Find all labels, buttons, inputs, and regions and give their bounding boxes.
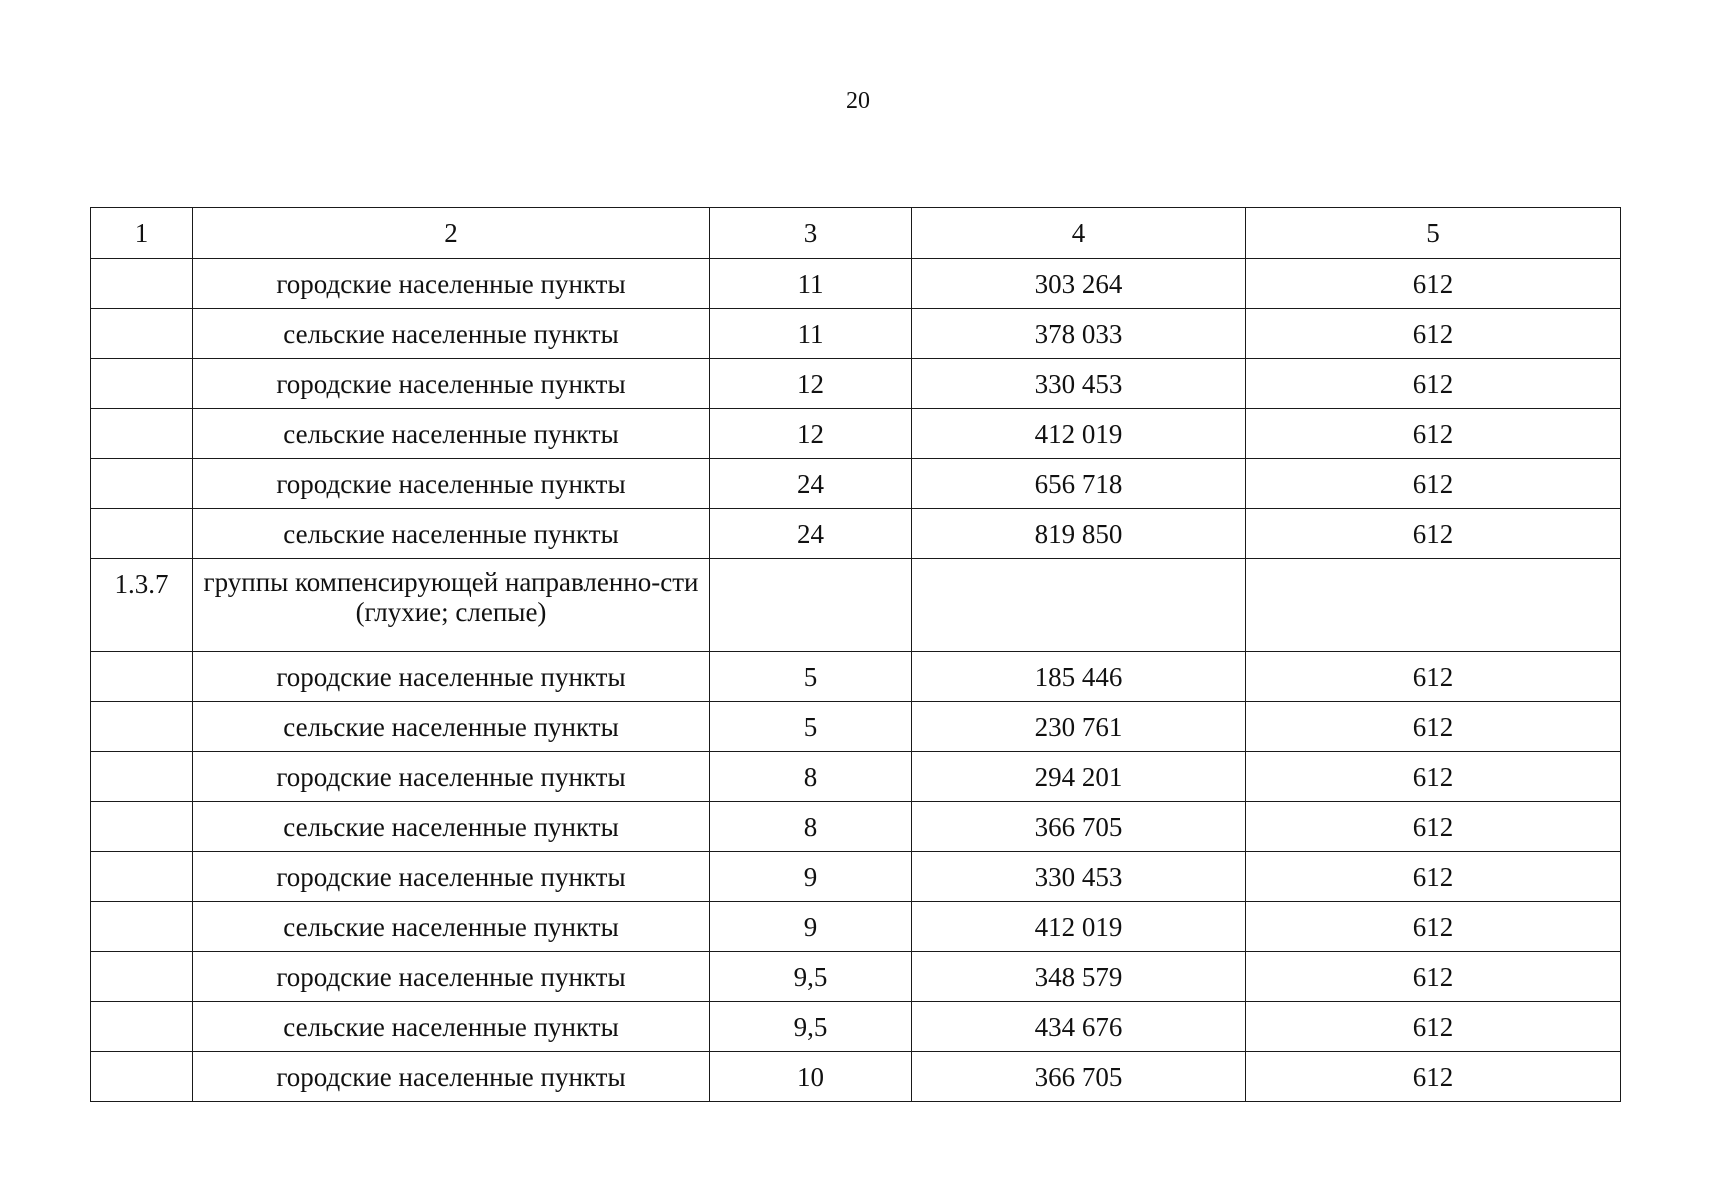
- row-days: 612: [1246, 1002, 1621, 1052]
- row-hours: 24: [710, 459, 912, 509]
- row-hours: 9,5: [710, 1002, 912, 1052]
- header-col-4: 4: [912, 208, 1246, 259]
- row-name: городские населенные пункты: [193, 852, 710, 902]
- row-hours: 9,5: [710, 952, 912, 1002]
- row-hours: 24: [710, 509, 912, 559]
- row-amount: 294 201: [912, 752, 1246, 802]
- row-hours: 8: [710, 752, 912, 802]
- row-amount: 412 019: [912, 902, 1246, 952]
- section-row: [91, 559, 1621, 652]
- row-name: сельские населенные пункты: [193, 1002, 710, 1052]
- row-amount: 656 718: [912, 459, 1246, 509]
- row-name: сельские населенные пункты: [193, 309, 710, 359]
- row-name: городские населенные пункты: [193, 952, 710, 1002]
- table-row: [91, 409, 1621, 459]
- row-hours: [710, 559, 912, 652]
- row-amount: 819 850: [912, 509, 1246, 559]
- row-hours: 5: [710, 652, 912, 702]
- row-amount: 330 453: [912, 359, 1246, 409]
- table-row: [91, 952, 1621, 1002]
- row-amount: 434 676: [912, 1002, 1246, 1052]
- row-amount: 412 019: [912, 409, 1246, 459]
- row-amount: 378 033: [912, 309, 1246, 359]
- table-row: [91, 652, 1621, 702]
- row-hours: 9: [710, 852, 912, 902]
- row-name: сельские населенные пункты: [193, 409, 710, 459]
- row-code: [91, 509, 193, 559]
- row-name: сельские населенные пункты: [193, 902, 710, 952]
- header-col-1: 1: [91, 208, 193, 259]
- row-hours: 9: [710, 902, 912, 952]
- row-code: [91, 409, 193, 459]
- row-days: 612: [1246, 409, 1621, 459]
- row-name: сельские населенные пункты: [193, 702, 710, 752]
- row-name: городские населенные пункты: [193, 359, 710, 409]
- row-amount: 366 705: [912, 1052, 1246, 1102]
- row-amount: [912, 559, 1246, 652]
- row-days: 612: [1246, 652, 1621, 702]
- row-days: 612: [1246, 702, 1621, 752]
- row-code: [91, 1052, 193, 1102]
- row-days: 612: [1246, 459, 1621, 509]
- row-code: [91, 852, 193, 902]
- row-code: [91, 702, 193, 752]
- row-amount: 330 453: [912, 852, 1246, 902]
- table-row: [91, 309, 1621, 359]
- row-code: [91, 459, 193, 509]
- table-row: [91, 459, 1621, 509]
- row-amount: 185 446: [912, 652, 1246, 702]
- row-days: 612: [1246, 1052, 1621, 1102]
- row-days: 612: [1246, 852, 1621, 902]
- table-row: [91, 752, 1621, 802]
- header-col-3: 3: [710, 208, 912, 259]
- table-row: [91, 852, 1621, 902]
- section-name: группы компенсирующей направленно-сти (глухие; слепые): [193, 559, 710, 652]
- table-row: [91, 359, 1621, 409]
- row-days: 612: [1246, 752, 1621, 802]
- row-amount: 348 579: [912, 952, 1246, 1002]
- row-code: [91, 752, 193, 802]
- table-row: [91, 259, 1621, 309]
- row-code: [91, 652, 193, 702]
- row-hours: 12: [710, 409, 912, 459]
- row-code: [91, 359, 193, 409]
- row-name: городские населенные пункты: [193, 459, 710, 509]
- header-row: [91, 208, 1621, 259]
- row-hours: 10: [710, 1052, 912, 1102]
- page-number: 20: [846, 88, 870, 114]
- table-row: [91, 509, 1621, 559]
- header-col-2: 2: [193, 208, 710, 259]
- row-hours: 11: [710, 309, 912, 359]
- row-days: [1246, 559, 1621, 652]
- row-name: городские населенные пункты: [193, 752, 710, 802]
- section-code: 1.3.7: [91, 559, 193, 652]
- row-code: [91, 259, 193, 309]
- row-amount: 303 264: [912, 259, 1246, 309]
- row-code: [91, 902, 193, 952]
- row-name: сельские населенные пункты: [193, 802, 710, 852]
- table-row: [91, 1002, 1621, 1052]
- row-name: сельские населенные пункты: [193, 509, 710, 559]
- tariff-table: [90, 207, 1621, 1102]
- row-hours: 11: [710, 259, 912, 309]
- row-hours: 12: [710, 359, 912, 409]
- row-name: городские населенные пункты: [193, 1052, 710, 1102]
- table-row: [91, 902, 1621, 952]
- row-amount: 366 705: [912, 802, 1246, 852]
- header-col-5: 5: [1246, 208, 1621, 259]
- table-row: [91, 802, 1621, 852]
- row-hours: 5: [710, 702, 912, 752]
- row-code: [91, 309, 193, 359]
- row-code: [91, 952, 193, 1002]
- row-days: 612: [1246, 802, 1621, 852]
- row-days: 612: [1246, 902, 1621, 952]
- row-days: 612: [1246, 309, 1621, 359]
- table-row: [91, 1052, 1621, 1102]
- row-name: городские населенные пункты: [193, 652, 710, 702]
- row-code: [91, 1002, 193, 1052]
- row-days: 612: [1246, 952, 1621, 1002]
- row-days: 612: [1246, 509, 1621, 559]
- row-amount: 230 761: [912, 702, 1246, 752]
- table-row: [91, 702, 1621, 752]
- row-hours: 8: [710, 802, 912, 852]
- row-name: городские населенные пункты: [193, 259, 710, 309]
- row-days: 612: [1246, 259, 1621, 309]
- row-code: [91, 802, 193, 852]
- row-days: 612: [1246, 359, 1621, 409]
